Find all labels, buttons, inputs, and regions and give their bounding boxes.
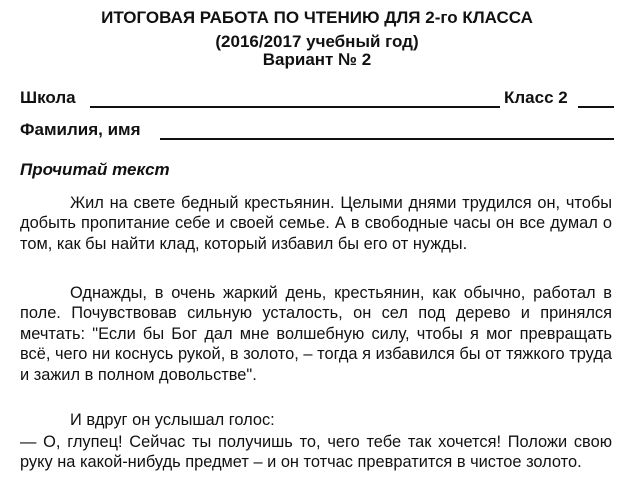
name-label: Фамилия, имя xyxy=(20,120,141,139)
paragraph-3: И вдруг он услышал голос: xyxy=(70,411,275,429)
variant-number: Вариант № 2 xyxy=(262,50,372,69)
paragraph-1: Жил на свете бедный крестьянин. Целыми днями трудился он, чтобы добыть пропитание себе и своей семье. А в свободные часы он все думал о том, как бы найти клад, который избавил бы его от нужды. xyxy=(20,194,612,253)
paragraph-4: — О, глупец! Сейчас ты получишь то, чего тебе так хочется! Положи свою руку на какой-нибудь предмет – и он тотчас превратится в чистое золото. xyxy=(20,433,612,472)
class-field-line[interactable] xyxy=(578,106,614,108)
name-field-line[interactable] xyxy=(160,138,614,140)
school-year: (2016/2017 учебный год) xyxy=(215,32,419,51)
document-title: ИТОГОВАЯ РАБОТА ПО ЧТЕНИЮ ДЛЯ 2-го КЛАССА xyxy=(101,8,533,27)
paragraph-2: Однажды, в очень жаркий день, крестьянин, как обычно, работал в поле. Почувствовав сильную усталость, он сел под дерево и принялся мечтать: "Если бы Бог дал мне волшебную силу, чтобы я мог превращать всё, чего ни коснусь рукой, в золото, – тогда я избавился бы от тяжкого труда и зажил в полном довольстве". xyxy=(20,284,612,384)
school-field-line[interactable] xyxy=(90,106,500,108)
class-label: Класс 2 xyxy=(504,88,568,107)
task-title: Прочитай текст xyxy=(20,160,170,179)
school-label: Школа xyxy=(20,88,76,107)
